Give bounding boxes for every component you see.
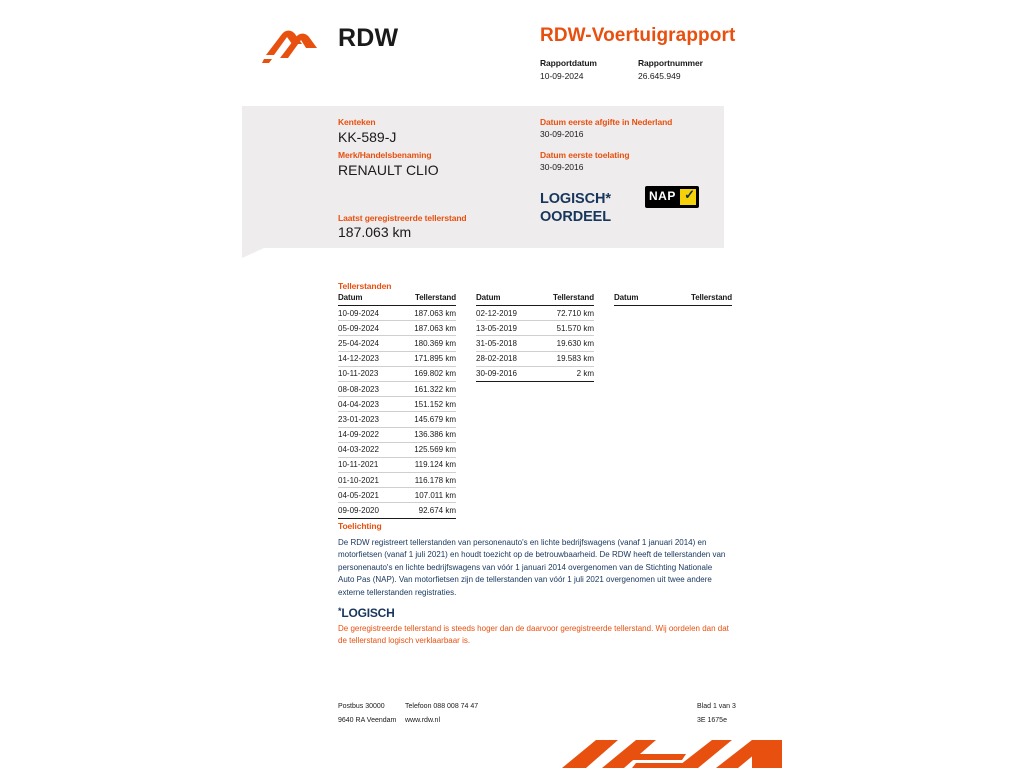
table-row bbox=[338, 381, 456, 396]
eerste-afgifte-value: 30-09-2016 bbox=[540, 129, 584, 139]
table-row bbox=[476, 306, 594, 321]
tellerstanden-table bbox=[476, 293, 594, 382]
kenteken-label: Kenteken bbox=[338, 117, 376, 127]
col-header-datum: Datum bbox=[476, 293, 535, 306]
cell-datum: 10-11-2023 bbox=[338, 366, 396, 381]
cell-tellerstand: 116.178 km bbox=[396, 473, 456, 488]
cell-datum: 05-09-2024 bbox=[338, 321, 396, 336]
table-row bbox=[338, 412, 456, 427]
cell-datum: 23-01-2023 bbox=[338, 412, 396, 427]
footer-plaats: 9640 RA Veendam bbox=[338, 717, 397, 724]
table-row bbox=[476, 336, 594, 351]
cell-tellerstand: 125.569 km bbox=[396, 442, 456, 457]
panel-notch bbox=[242, 248, 264, 258]
cell-datum: 02-12-2019 bbox=[476, 306, 535, 321]
verdict-line-2: OORDEEL bbox=[540, 209, 612, 225]
table-header-row bbox=[338, 293, 456, 306]
footer-code: 3E 1675e bbox=[697, 717, 727, 724]
col-header-datum: Datum bbox=[338, 293, 396, 306]
footer-website[interactable]: www.rdw.nl bbox=[405, 717, 441, 724]
tellerstanden-column-2 bbox=[476, 293, 594, 382]
table-row bbox=[338, 397, 456, 412]
col-header-tellerstand: Tellerstand bbox=[396, 293, 456, 306]
table-row bbox=[338, 306, 456, 321]
cell-tellerstand: 180.369 km bbox=[396, 336, 456, 351]
table-row bbox=[338, 503, 456, 518]
rdw-logo bbox=[262, 24, 522, 70]
cell-tellerstand: 72.710 km bbox=[535, 306, 594, 321]
cell-tellerstand: 92.674 km bbox=[396, 503, 456, 518]
cell-tellerstand: 19.583 km bbox=[535, 351, 594, 366]
footer-postbus: Postbus 30000 bbox=[338, 703, 385, 710]
cell-tellerstand: 151.152 km bbox=[396, 397, 456, 412]
cell-datum: 14-12-2023 bbox=[338, 351, 396, 366]
eerste-toelating-label: Datum eerste toelating bbox=[540, 150, 630, 160]
table-row bbox=[476, 366, 594, 381]
laatste-tellerstand-label: Laatst geregistreerde tellerstand bbox=[338, 213, 467, 223]
cell-tellerstand: 187.063 km bbox=[396, 321, 456, 336]
tellerstanden-column-1 bbox=[338, 293, 456, 519]
rapportnummer-label: Rapportnummer bbox=[638, 58, 703, 68]
table-header-row bbox=[614, 293, 732, 306]
cell-datum: 10-11-2021 bbox=[338, 457, 396, 472]
report-title: RDW-Voertuigrapport bbox=[540, 25, 736, 46]
cell-datum: 04-05-2021 bbox=[338, 488, 396, 503]
table-row bbox=[338, 442, 456, 457]
cell-tellerstand: 19.630 km bbox=[535, 336, 594, 351]
cell-datum: 08-08-2023 bbox=[338, 381, 396, 396]
table-row bbox=[338, 488, 456, 503]
table-row bbox=[476, 321, 594, 336]
table-row bbox=[338, 321, 456, 336]
cell-tellerstand: 119.124 km bbox=[396, 457, 456, 472]
cell-datum: 30-09-2016 bbox=[476, 366, 535, 381]
cell-tellerstand: 107.011 km bbox=[396, 488, 456, 503]
tellerstanden-column-3 bbox=[614, 293, 732, 306]
nap-badge-text: NAP bbox=[649, 189, 676, 203]
cell-tellerstand: 2 km bbox=[535, 366, 594, 381]
col-header-tellerstand: Tellerstand bbox=[658, 293, 732, 306]
rdw-logo-text: RDW bbox=[338, 24, 399, 52]
tellerstanden-table bbox=[338, 293, 456, 519]
table-row bbox=[338, 336, 456, 351]
tellerstanden-table bbox=[614, 293, 732, 306]
col-header-datum: Datum bbox=[614, 293, 658, 306]
toelichting-body: De RDW registreert tellerstanden van personenauto's en lichte bedrijfswagens (vanaf 1 januari 2014) en motorfietsen (vanaf 1 juli 2021) en houdt toezicht op de betrouwbaarheid. De RDW heeft de tellerstanden van personenauto's en lichte bedrijfswagens van vóór 1 januari 2014 overgenomen van de Stichting Nationale Auto Pas (NAP). Van motorfietsen zijn de tellerstanden van vóór 1 juli 2021 overgenomen uit twee andere externe tellerstanden registraties. bbox=[338, 538, 726, 597]
eerste-afgifte-label: Datum eerste afgifte in Nederland bbox=[540, 117, 673, 127]
table-header-row bbox=[476, 293, 594, 306]
rapportdatum-value: 10-09-2024 bbox=[540, 71, 584, 81]
cell-datum: 09-09-2020 bbox=[338, 503, 396, 518]
cell-datum: 25-04-2024 bbox=[338, 336, 396, 351]
logisch-star: * bbox=[338, 606, 342, 616]
table-row bbox=[338, 457, 456, 472]
cell-tellerstand: 136.386 km bbox=[396, 427, 456, 442]
verdict-line-1: LOGISCH* bbox=[540, 191, 611, 207]
laatste-tellerstand-value: 187.063 km bbox=[338, 224, 412, 240]
cell-datum: 31-05-2018 bbox=[476, 336, 535, 351]
rapportdatum-label: Rapportdatum bbox=[540, 58, 597, 68]
logisch-heading-text: LOGISCH bbox=[341, 606, 395, 620]
merk-value: RENAULT CLIO bbox=[338, 162, 439, 178]
toelichting-title: Toelichting bbox=[338, 521, 382, 531]
table-row bbox=[476, 351, 594, 366]
vehicle-summary-panel bbox=[242, 106, 724, 248]
cell-tellerstand: 51.570 km bbox=[535, 321, 594, 336]
check-icon: ✓ bbox=[684, 187, 695, 202]
table-row bbox=[338, 427, 456, 442]
col-header-tellerstand: Tellerstand bbox=[535, 293, 594, 306]
table-body bbox=[476, 306, 594, 382]
rapportnummer-value: 26.645.949 bbox=[638, 71, 681, 81]
table-row bbox=[338, 473, 456, 488]
cell-datum: 10-09-2024 bbox=[338, 306, 396, 321]
cell-datum: 01-10-2021 bbox=[338, 473, 396, 488]
cell-tellerstand: 187.063 km bbox=[396, 306, 456, 321]
rdw-watermark-icon bbox=[556, 738, 786, 770]
logisch-heading bbox=[338, 606, 395, 620]
footer-blad: Blad 1 van 3 bbox=[697, 703, 736, 710]
rapportdatum-block bbox=[540, 58, 638, 81]
rapportnummer-block bbox=[638, 58, 703, 81]
tellerstanden-title: Tellerstanden bbox=[338, 281, 392, 291]
cell-datum: 28-02-2018 bbox=[476, 351, 535, 366]
merk-label: Merk/Handelsbenaming bbox=[338, 150, 432, 160]
cell-tellerstand: 161.322 km bbox=[396, 381, 456, 396]
table-row bbox=[338, 351, 456, 366]
cell-datum: 04-04-2023 bbox=[338, 397, 396, 412]
cell-tellerstand: 171.895 km bbox=[396, 351, 456, 366]
nap-badge-icon bbox=[645, 186, 699, 208]
verdict-text bbox=[540, 190, 611, 226]
cell-tellerstand: 169.802 km bbox=[396, 366, 456, 381]
logisch-body: De geregistreerde tellerstand is steeds hoger dan de daarvoor geregistreerde tellerstand. Wij oordelen dan dat de tellerstand logisch verklaarbaar is. bbox=[338, 624, 729, 646]
cell-datum: 04-03-2022 bbox=[338, 442, 396, 457]
footer-decorative-graphic bbox=[556, 738, 786, 770]
report-meta bbox=[540, 58, 840, 81]
cell-datum: 14-09-2022 bbox=[338, 427, 396, 442]
rdw-logo-icon bbox=[262, 28, 330, 64]
eerste-toelating-value: 30-09-2016 bbox=[540, 162, 584, 172]
cell-tellerstand: 145.679 km bbox=[396, 412, 456, 427]
cell-datum: 13-05-2019 bbox=[476, 321, 535, 336]
footer-telefoon: Telefoon 088 008 74 47 bbox=[405, 703, 479, 710]
table-row bbox=[338, 366, 456, 381]
kenteken-value: KK-589-J bbox=[338, 129, 397, 145]
table-body bbox=[338, 306, 456, 519]
